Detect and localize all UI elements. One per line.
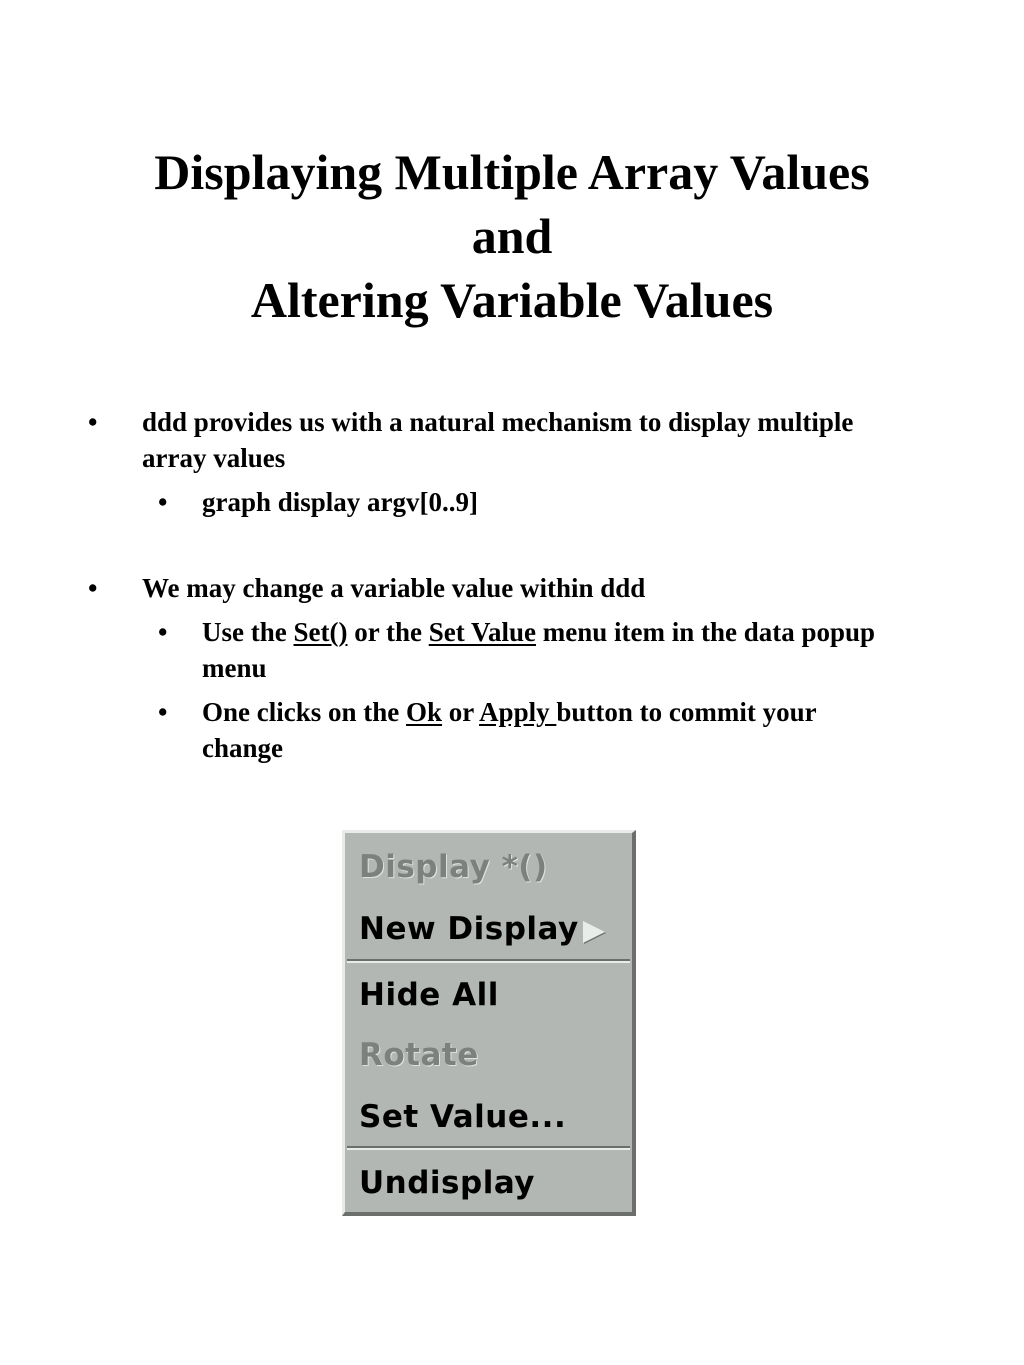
sub-2-pre: One clicks on the	[202, 697, 407, 727]
ok-ref: Ok	[406, 697, 443, 727]
bullet-2-sub-2	[0, 694, 902, 766]
sub-2-mid: or	[442, 697, 480, 727]
menu-separator	[347, 1146, 630, 1150]
bullet-1-sub-1	[0, 484, 902, 520]
page-title	[0, 140, 1024, 332]
bullet-1	[0, 404, 862, 476]
menu-separator	[347, 959, 630, 963]
bullet-2-text: We may change a variable value within ddd	[142, 573, 646, 603]
sub-1-post: menu item in the data popup menu	[202, 617, 876, 683]
bullet-dot: •	[158, 487, 168, 517]
set-function-ref: Set()	[293, 617, 348, 647]
sub-1-pre: Use the	[202, 617, 294, 647]
menu-item-new-display[interactable]: New Display	[359, 911, 579, 947]
set-value-ref: Set Value	[428, 617, 536, 647]
menu-item-rotate[interactable]: Rotate	[359, 1037, 479, 1073]
sub-2-post: button to commit your change	[202, 697, 817, 763]
menu-item-display[interactable]: Display *()	[359, 849, 548, 885]
bullet-dot: •	[158, 697, 168, 727]
menu-item-set-value[interactable]: Set Value...	[359, 1099, 567, 1135]
apply-ref: Apply	[479, 697, 557, 727]
bullet-dot: •	[88, 573, 98, 603]
bullet-dot: •	[88, 407, 98, 437]
bullet-2	[0, 570, 862, 606]
sub-1-mid: or the	[347, 617, 429, 647]
bullet-dot: •	[158, 617, 168, 647]
bullet-2-sub-1	[0, 614, 902, 686]
bullet-list	[0, 404, 1024, 766]
title-line-1: Displaying Multiple Array Values	[154, 144, 870, 200]
title-line-3: Altering Variable Values	[250, 272, 774, 328]
bullet-1-text: ddd provides us with a natural mechanism to display multiple array values	[142, 407, 854, 473]
menu-item-undisplay[interactable]: Undisplay	[359, 1165, 535, 1201]
cascade-arrow-icon	[583, 921, 605, 943]
bullet-1-sub-1-text: graph display argv[0..9]	[202, 487, 479, 517]
menu-item-hide-all[interactable]: Hide All	[359, 977, 499, 1013]
title-line-2: and	[471, 208, 553, 264]
data-popup-menu	[342, 830, 636, 1216]
